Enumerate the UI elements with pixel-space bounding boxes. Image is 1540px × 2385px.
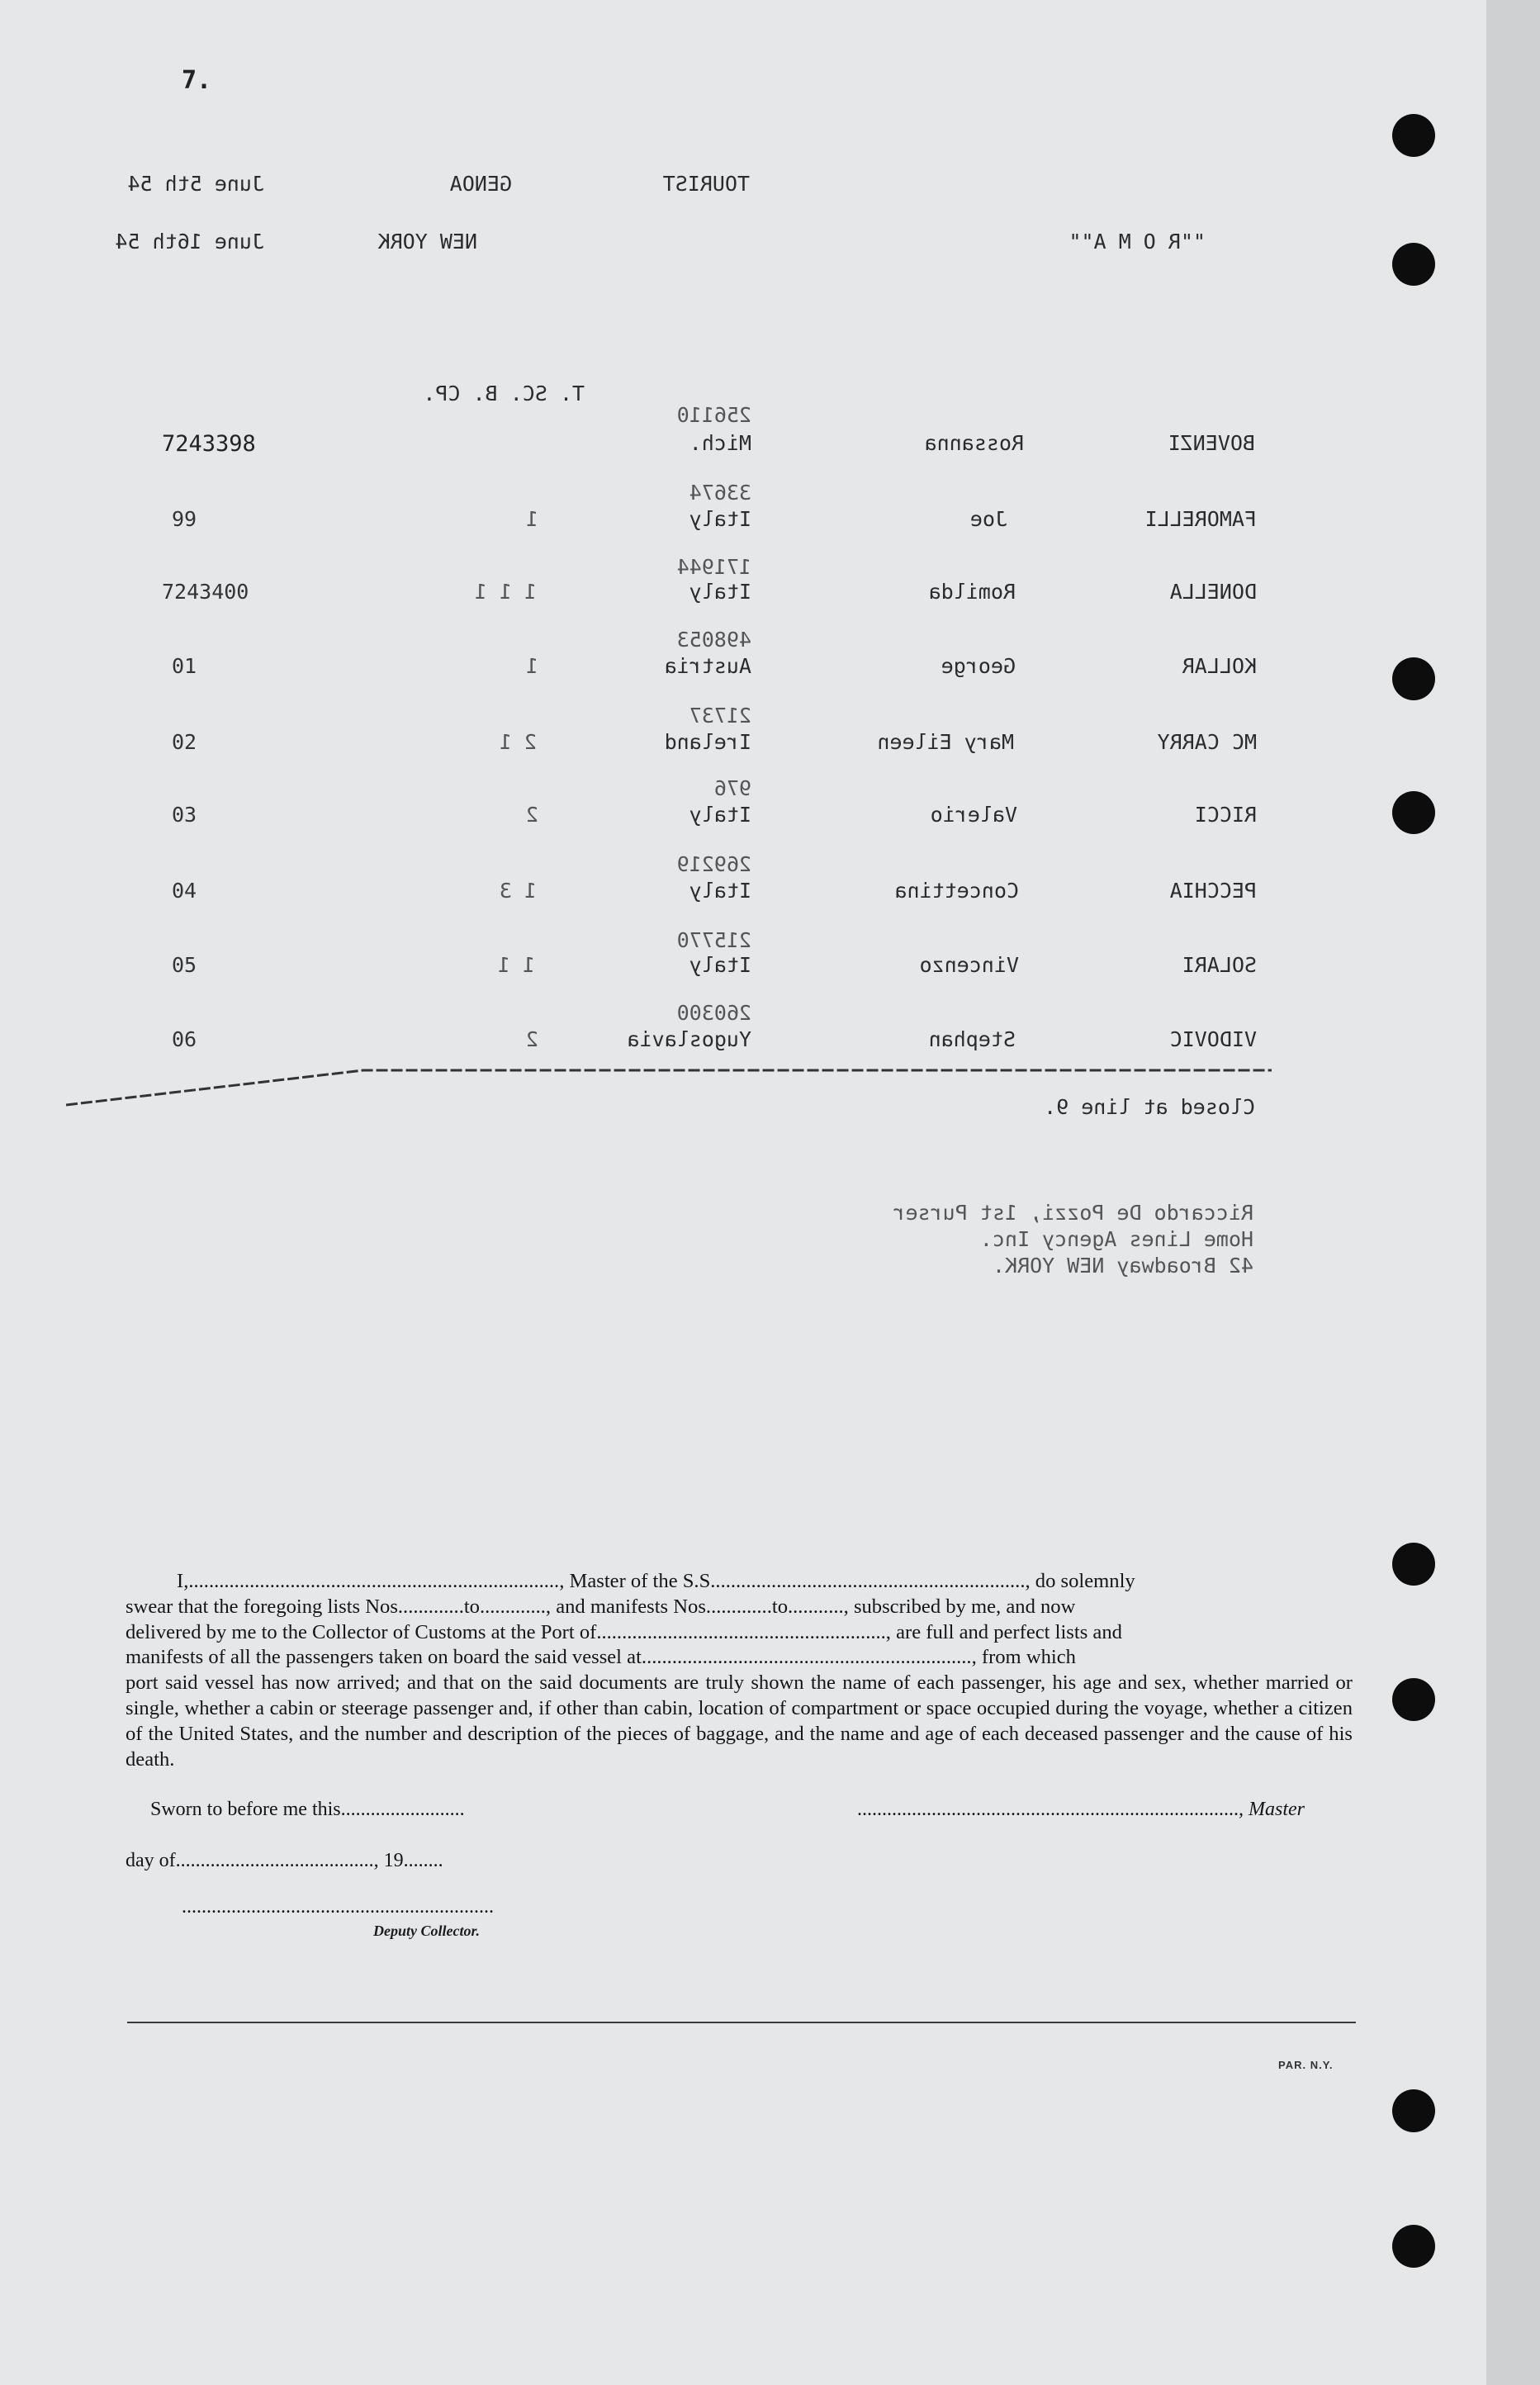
row-number: 04	[172, 879, 197, 903]
country: Italy	[689, 803, 751, 827]
surname: VIDOVIC	[1169, 1027, 1257, 1051]
page-edge	[1486, 0, 1540, 2385]
closed-note: Closed at line 9.	[1044, 1095, 1255, 1119]
oath-l2b: to	[463, 1595, 480, 1618]
binder-hole-5	[1392, 1543, 1435, 1586]
deputy-collector-label: Deputy Collector.	[373, 1923, 480, 1939]
deputy-dotted-line: ...............................................................	[182, 1896, 494, 1918]
oath-body: port said vessel has now arrived; and that on the said documents are truly shown the name of each passenger, his age and sex, whether married or single, whether a cabin or steerage passenger and, if other than cabin, location of compartment or space occupied during the voyage, whether a citizen of the United States, and the number and description of the pieces of baggage, and the name and age of each deceased passenger and the cause of his death.	[126, 1671, 1353, 1771]
given-name: Valerio	[930, 803, 1017, 827]
row-number: 06	[172, 1027, 197, 1051]
master-oath: I,........................................................................., Master of the S.S.............................................................., do solemnly swear that the foregoing lists Nos.............to............., and manifests Nos.............to..........., subscribed by me, and now delivered by me to the Collector of Customs at the Port of........................................................., are full and perfect lists and manifests of all the passengers taken on board the said vessel at................................................................., from which port said vessel has now arrived; and that on the said documents are truly shown the name of each passenger, his age and sex, whether married or single, whether a cabin or steerage passenger and, if other than cabin, location of compartment or space occupied during the voyage, whether a citizen of the United States, and the number and description of the pieces of baggage, and the name and age of each deceased passenger and the cause of his death.	[126, 1569, 1353, 1772]
given-name: Stephan	[928, 1027, 1016, 1051]
header-date-1: June 5th 54	[127, 172, 264, 196]
ticket-number: 215770	[676, 928, 751, 952]
oath-l1a: I,	[177, 1570, 189, 1592]
surname: DONELLA	[1169, 580, 1257, 604]
country: Austria	[664, 654, 751, 678]
row-number: 7243398	[162, 431, 256, 457]
ticket-number: 171944	[676, 555, 751, 579]
surname: SOLARI	[1182, 953, 1257, 977]
oath-l2e: , subscribed by me, and now	[843, 1595, 1076, 1618]
sworn-line: Sworn to before me this.........................	[150, 1799, 465, 1820]
surname: KOLLAR	[1182, 654, 1257, 678]
surname: RICCI	[1194, 803, 1257, 827]
signature-line-2: Home Lines Agency Inc.	[979, 1227, 1253, 1251]
marks: 2	[525, 1027, 538, 1051]
binder-hole-1	[1392, 114, 1435, 157]
signature-line-3: 42 Broadway NEW YORK.	[992, 1254, 1253, 1278]
marks: 2	[525, 803, 538, 827]
given-name: Concettina	[894, 879, 1019, 903]
oath-l2a: swear that the foregoing lists Nos	[126, 1595, 398, 1618]
sworn-text: Sworn to before me this	[150, 1799, 341, 1820]
section-label: T. SC. B. CP.	[423, 382, 585, 405]
binder-hole-8	[1392, 2225, 1435, 2268]
ticket-number: 269219	[676, 852, 751, 876]
ticket-number: 976	[713, 776, 751, 800]
oath-l1c: , do solemnly	[1025, 1570, 1135, 1592]
footer-rule	[127, 2022, 1356, 2023]
day-of-text: day of	[126, 1850, 176, 1871]
given-name: Joe	[969, 507, 1007, 531]
row-number: 7243400	[162, 580, 249, 604]
ticket-number: 256110	[676, 403, 751, 427]
binder-hole-2	[1392, 243, 1435, 286]
country: Italy	[689, 879, 751, 903]
surname: MC CARRY	[1157, 730, 1257, 754]
oath-l4a: manifests of all the passengers taken on board the said vessel at	[126, 1646, 642, 1669]
given-name: Vincenzo	[919, 953, 1019, 977]
ticket-number: 21737	[689, 704, 751, 728]
country: Italy	[689, 507, 751, 531]
marks: 1	[525, 507, 538, 531]
printer-mark: PAR. N.Y.	[1278, 2059, 1334, 2071]
row-number: 01	[172, 654, 197, 678]
oath-l3b: , are full and perfect lists and	[885, 1620, 1122, 1643]
oath-l4b: , from which	[971, 1646, 1076, 1669]
row-number: 03	[172, 803, 197, 827]
surname: FAMORELLI	[1144, 507, 1257, 531]
header-port-1: GENOA	[449, 172, 512, 196]
ticket-number: 498053	[676, 628, 751, 652]
binder-hole-6	[1392, 1678, 1435, 1721]
signature-line-1: Riccardo De Pozzi, 1st Purser	[893, 1201, 1253, 1225]
marks: 2 1	[499, 730, 537, 754]
country: Italy	[689, 580, 751, 604]
ticket-number: 33674	[689, 481, 751, 505]
row-number: 02	[172, 730, 197, 754]
row-number: 05	[172, 953, 197, 977]
country: Mich.	[689, 431, 751, 455]
ticket-number: 260300	[676, 1001, 751, 1025]
given-name: George	[941, 654, 1016, 678]
marks: 1 1	[497, 953, 535, 977]
row-number: 99	[172, 507, 197, 531]
marks: 1 3	[499, 879, 537, 903]
binder-hole-4	[1392, 791, 1435, 834]
binder-hole-3	[1392, 657, 1435, 700]
header-class: TOURIST	[662, 172, 750, 196]
corner-mark: 7.	[182, 66, 212, 95]
header-port-2: NEW YORK	[377, 230, 477, 254]
binder-hole-7	[1392, 2089, 1435, 2132]
given-name: Rossanna	[924, 431, 1024, 455]
country: Italy	[689, 953, 751, 977]
master-label: , Master	[1239, 1799, 1305, 1820]
marks: 1	[525, 654, 538, 678]
country: Yugoslavia	[627, 1027, 751, 1051]
master-line: ............................................................................., Master	[857, 1799, 1305, 1820]
given-name: Romilda	[928, 580, 1016, 604]
country: Ireland	[664, 730, 751, 754]
oath-l1b: , Master of the S.S.	[559, 1570, 716, 1592]
oath-l2d: to	[771, 1595, 788, 1618]
surname: PECCHIA	[1169, 879, 1257, 903]
given-name: Mary Eileen	[877, 730, 1014, 754]
year-text: , 19	[373, 1850, 404, 1871]
oath-l2c: , and manifests Nos	[545, 1595, 706, 1618]
day-of-line: day of........................................, 19........	[126, 1850, 443, 1871]
surname: BOVENZI	[1168, 431, 1255, 455]
marks: 1 1 1	[474, 580, 537, 604]
header-date-2: June 16th 54	[115, 230, 264, 254]
header-ship: ""R O M A""	[1069, 230, 1206, 254]
oath-l3a: delivered by me to the Collector of Customs at the Port of	[126, 1620, 597, 1643]
